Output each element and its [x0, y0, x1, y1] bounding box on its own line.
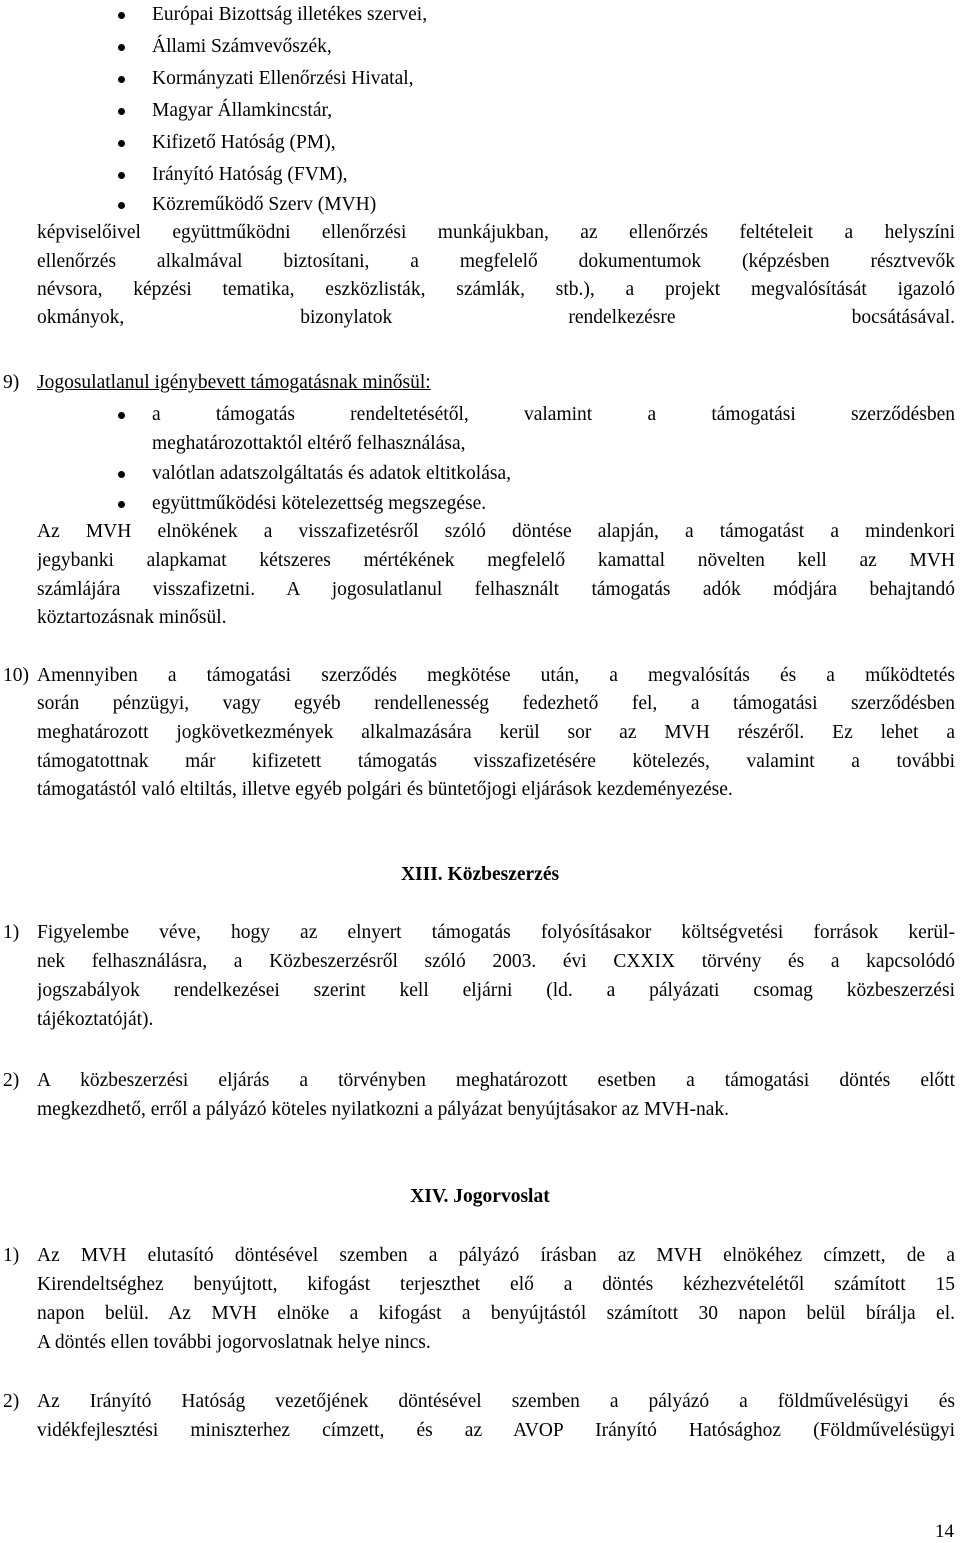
list-item: meghatározottaktól eltérő felhasználása,	[152, 433, 466, 454]
list-item: Kifizető Hatóság (PM),	[152, 132, 336, 153]
paragraph-line: vidékfejlesztési miniszterhez címzett, és az AVOP Irányító Hatósághoz (Földművelésügyi	[37, 1420, 955, 1441]
paragraph-line: támogatástól való eltiltás, illetve egyéb polgári és büntetőjogi eljárások kezdeményezése.	[37, 779, 733, 800]
list-item: együttműködési kötelezettség megszegése.	[152, 493, 487, 514]
item-number: 1)	[3, 1245, 20, 1266]
paragraph-line: nek felhasználásra, a Közbeszerzésről szóló 2003. évi CXXIX törvény és a kapcsolódó	[37, 951, 955, 972]
paragraph-line: Amennyiben a támogatási szerződés megkötése után, a megvalósítás és a működtetés	[37, 665, 955, 686]
item-number: 1)	[3, 922, 20, 943]
paragraph-line: ellenőrzés alkalmával biztosítani, a megfelelő dokumentumok (képzésben résztvevők	[37, 251, 955, 272]
paragraph-line: Az MVH elnökének a visszafizetésről szóló döntése alapján, a támogatást a mindenkori	[37, 521, 955, 542]
bullet-icon	[118, 471, 125, 478]
bullet-icon	[118, 108, 125, 115]
item-heading: Jogosulatlanul igénybevett támogatásnak minősül:	[37, 372, 431, 393]
item-number: 10)	[3, 665, 29, 686]
bullet-icon	[118, 12, 125, 19]
list-item: Közreműködő Szerv (MVH)	[152, 194, 377, 215]
bullet-icon	[118, 202, 125, 209]
bullet-icon	[118, 412, 125, 419]
section-heading: XIII. Közbeszerzés	[400, 864, 560, 885]
paragraph-line: képviselőivel együttműködni ellenőrzési munkájukban, az ellenőrzés feltételeit a helyszíni	[37, 222, 955, 243]
list-item: Európai Bizottság illetékes szervei,	[152, 4, 428, 25]
item-number: 9)	[3, 372, 20, 393]
paragraph-line: Kirendeltséghez benyújtott, kifogást terjeszthet elő a döntés kézhezvételétől számított 15	[37, 1274, 955, 1295]
paragraph-line: jegybanki alapkamat kétszeres mértékének megfelelő kamattal növelten kell az MVH	[37, 550, 955, 571]
item-number: 2)	[3, 1391, 20, 1412]
paragraph-line: köztartozásnak minősül.	[37, 607, 227, 628]
list-item: Irányító Hatóság (FVM),	[152, 164, 348, 185]
list-item: valótlan adatszolgáltatás és adatok eltitkolása,	[152, 463, 511, 484]
paragraph-line: jogszabályok rendelkezései szerint kell eljárni (ld. a pályázati csomag közbeszerzési	[37, 980, 955, 1001]
page-number: 14	[935, 1521, 954, 1542]
item-number: 2)	[3, 1070, 20, 1091]
section-heading: XIV. Jogorvoslat	[410, 1186, 550, 1207]
paragraph-line: során pénzügyi, vagy egyéb rendellenesség fedezhető fel, a támogatási szerződésben	[37, 693, 955, 714]
bullet-icon	[118, 76, 125, 83]
paragraph-line: támogatottnak már kifizetett támogatás visszafizetésére kötelezés, valamint a további	[37, 751, 955, 772]
paragraph-line: A közbeszerzési eljárás a törvényben meghatározott esetben a támogatási döntés előtt	[37, 1070, 955, 1091]
paragraph-line: A döntés ellen további jogorvoslatnak helye nincs.	[37, 1332, 431, 1353]
paragraph-line: Az MVH elutasító döntésével szemben a pályázó írásban az MVH elnökéhez címzett, de a	[37, 1245, 955, 1266]
paragraph-line: megkezdhető, erről a pályázó köteles nyilatkozni a pályázat benyújtásakor az MVH-nak.	[37, 1099, 729, 1120]
paragraph-line: számlájára visszafizetni. A jogosulatlanul felhasznált támogatás adók módjára behajtandó	[37, 579, 955, 600]
bullet-icon	[118, 140, 125, 147]
list-item: a támogatás rendeltetésétől, valamint a támogatási szerződésben	[152, 404, 955, 425]
paragraph-line: Az Irányító Hatóság vezetőjének döntésével szemben a pályázó a földművelésügyi és	[37, 1391, 955, 1412]
paragraph-line: meghatározott jogkövetkezmények alkalmazására kerül sor az MVH részéről. Ez lehet a	[37, 722, 955, 743]
list-item: Kormányzati Ellenőrzési Hivatal,	[152, 68, 414, 89]
paragraph-line: okmányok, bizonylatok rendelkezésre bocsátásával.	[37, 307, 955, 328]
paragraph-line: tájékoztatóját).	[37, 1009, 154, 1030]
bullet-icon	[118, 44, 125, 51]
bullet-icon	[118, 172, 125, 179]
bullet-icon	[118, 501, 125, 508]
paragraph-line: Figyelembe véve, hogy az elnyert támogatás folyósításakor költségvetési források kerül-	[37, 922, 955, 943]
paragraph-line: napon belül. Az MVH elnöke a kifogást a benyújtástól számított 30 napon belül bírálja el.	[37, 1303, 955, 1324]
paragraph-line: névsora, képzési tematika, eszközlisták, számlák, stb.), a projekt megvalósítását igazoló	[37, 279, 955, 300]
list-item: Állami Számvevőszék,	[152, 36, 332, 57]
list-item: Magyar Államkincstár,	[152, 100, 333, 121]
